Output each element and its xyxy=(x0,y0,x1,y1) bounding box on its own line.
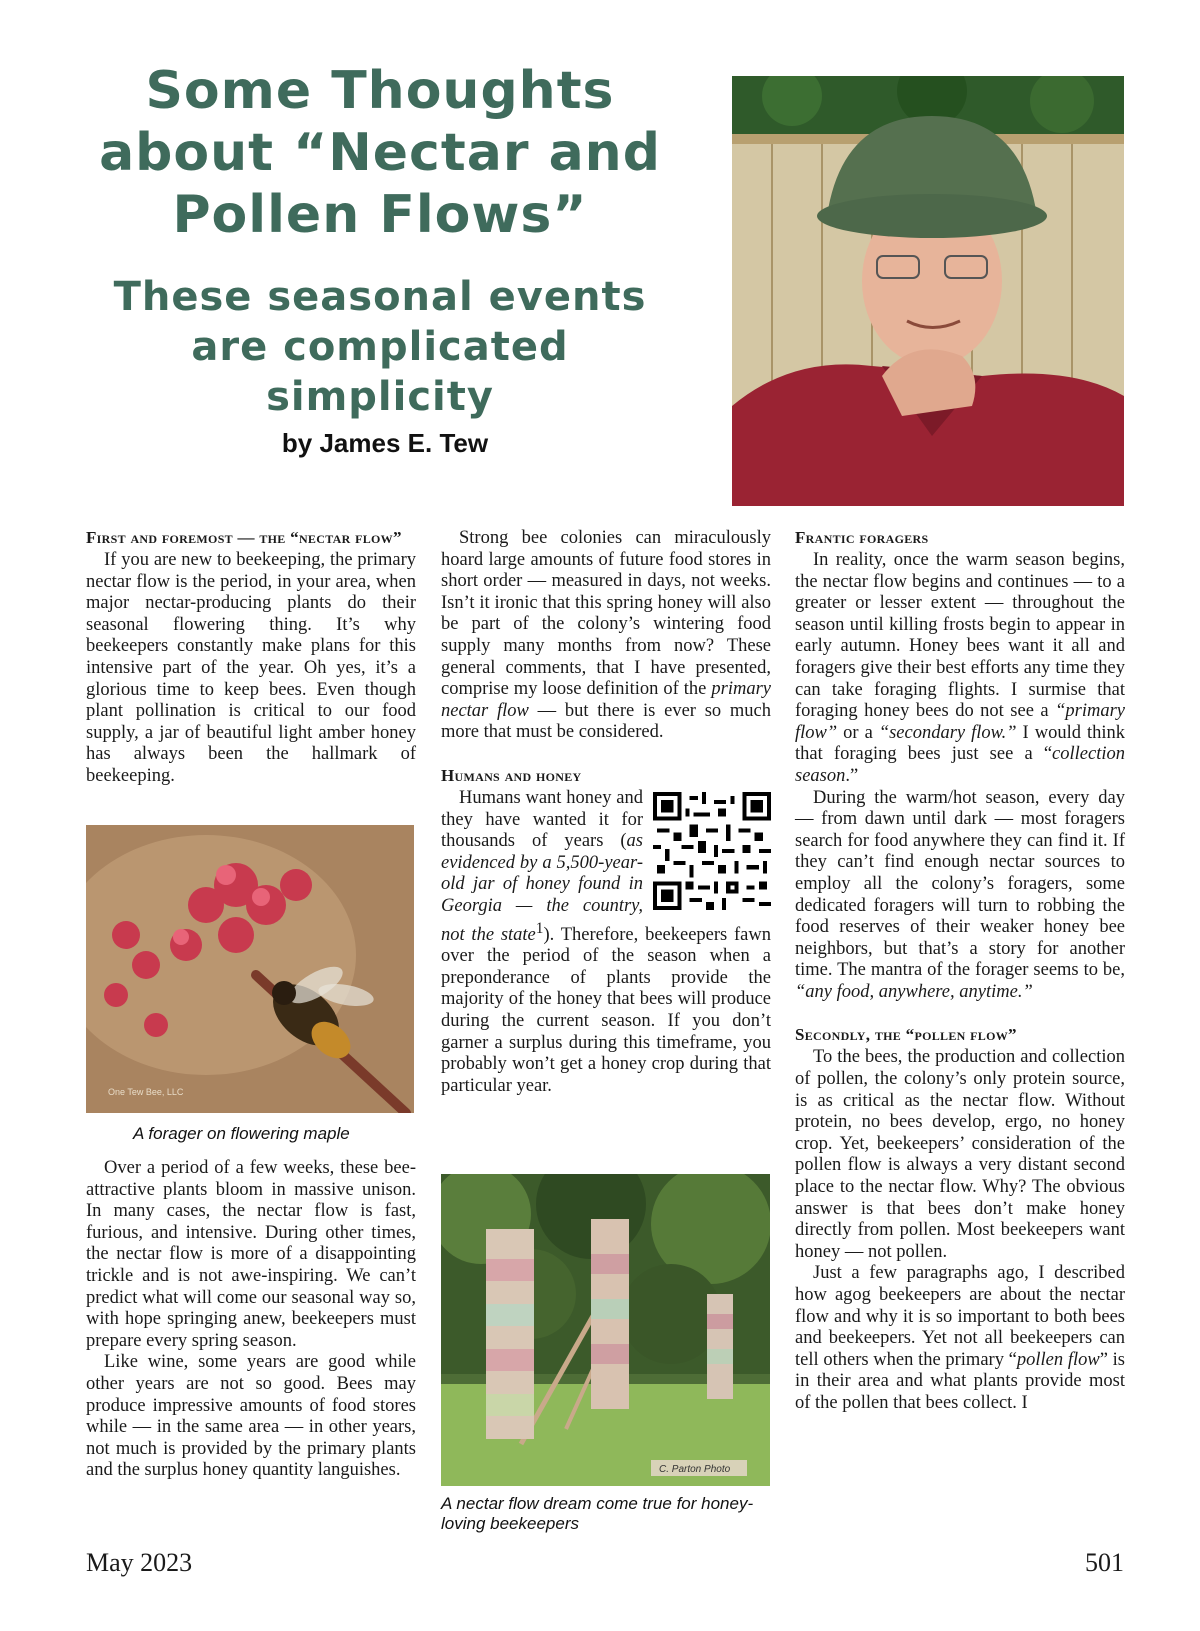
section-heading: Humans and honey xyxy=(441,765,582,785)
paragraph: Strong bee colonies can miraculously hoard large amounts of future food stores in short order — measured in days, not weeks. Isn’t it ironic that this spring honey will also be part of the colony’s wintering food supply many months from now? These general comments, that I have presented, comprise my loose definition of the primary nectar flow — but there is ever so much more that must be considered. xyxy=(441,528,771,743)
photo-credit: One Tew Bee, LLC xyxy=(108,1087,184,1097)
issue-date: May 2023 xyxy=(86,1548,193,1577)
paragraph: In reality, once the warm season begins, the nectar flow begins and continues — to a greater or lesser extent — throughout the season until killing frosts begin to appear in early autumn. Honey bees want it all and foragers give their best efforts any time they can take foraging flights. I surmise that foraging honey bees do not see a “primary flow” or a “secondary flow.” I would think that foraging bees just see a “collection season.” xyxy=(795,550,1125,786)
hives-photo xyxy=(441,1174,770,1486)
paragraph: Just a few paragraphs ago, I described how agog beekeepers are about the nectar flow and why it is so important to both bees and beekeepers. Yet not all beekeepers can tell others when the primary “pollen flow” is in their area and what plants provide most of the pollen that bees collect. I xyxy=(795,1263,1125,1413)
paragraph: Like wine, some years are good while other years are not so good. Bees may produce impressive amounts of food stores while — in the same area — in other years, not much is provided by the primary plants and the surplus honey quantity languishes. xyxy=(86,1352,416,1481)
section-heading: First and foremost — the “nectar flow” xyxy=(86,528,402,547)
paragraph: During the warm/hot season, every day — from dawn until dark — most foragers search for food anywhere they can find it. If they can’t find enough nectar sources to employ all the colony’s foragers, some dedicated foragers will turn to robbing the food reserves of their weaker honey bee neighbors, but that’s a story for another time. The mantra of the forager seems to be, “any food, anywhere, anytime.” xyxy=(795,787,1125,1002)
column-1-cont xyxy=(86,1158,416,1482)
page-number: 501 xyxy=(1085,1548,1124,1577)
qr-code[interactable] xyxy=(653,792,771,910)
column-2 xyxy=(441,528,771,1097)
photo-credit: C. Parton Photo xyxy=(659,1464,731,1475)
paragraph: Over a period of a few weeks, these bee-attractive plants bloom in massive unison. In many cases, the nectar flow is fast, furious, and intensive. During other times, the nectar flow is more of a disappointing trickle and is not awe-inspiring. We can’t predict what will come our seasonal way so, with hope springing anew, beekeepers must prepare every spring season. xyxy=(86,1158,416,1351)
hives-caption: A nectar flow dream come true for honey-loving beekeepers xyxy=(441,1494,754,1533)
paragraph: Humans want honey and they have wanted it for thousands of years (as evidenced by a 5,500-year-old jar of honey found in Georgia — the country, not the state$^1$). Therefore, beekeepers fawn over the period of the season when a preponderance of plants provide the majority of the honey that bees will produce during the current season. If you don’t garner a surplus during this timeframe, you probably won’t get a honey crop during that particular year. xyxy=(441,787,772,1096)
paragraph: If you are new to beekeeping, the primary nectar flow is the period, in your area, when major nectar-producing plants do their seasonal flowering thing. It’s why beekeepers constantly make plans for this intensive part of the year. Oh yes, it’s a glorious time to keep bees. Even though plant pollination is critical to our food supply, a jar of beautiful light amber honey has always been the hallmark of beekeeping. xyxy=(86,550,416,786)
byline: by James E. Tew xyxy=(281,428,489,458)
article-subtitle: These seasonal events are complicated simplicity xyxy=(113,274,647,420)
title-block xyxy=(70,60,690,422)
section-heading: Secondly, the “pollen flow” xyxy=(795,1025,1017,1045)
paragraph: To the bees, the production and collection of pollen, the colony’s only protein source, is as critical as the nectar flow. Without protein, no bees develop, ergo, no honey crop. Yet, beekeepers’ consideration of the pollen flow is always a very distant second place to the nectar flow. Why? The obvious answer is that bees don’t make honey directly from pollen. Most beekeepers want honey — not pollen. xyxy=(795,1047,1125,1262)
column-1 xyxy=(86,528,416,788)
article-title: Some Thoughts about “Nectar and Pollen Flows” xyxy=(99,61,661,245)
section-heading: Frantic foragers xyxy=(795,528,929,547)
flower-caption: A forager on flowering maple xyxy=(133,1124,350,1143)
author-photo xyxy=(732,76,1124,506)
column-3 xyxy=(795,528,1125,1415)
flower-photo xyxy=(86,825,414,1113)
